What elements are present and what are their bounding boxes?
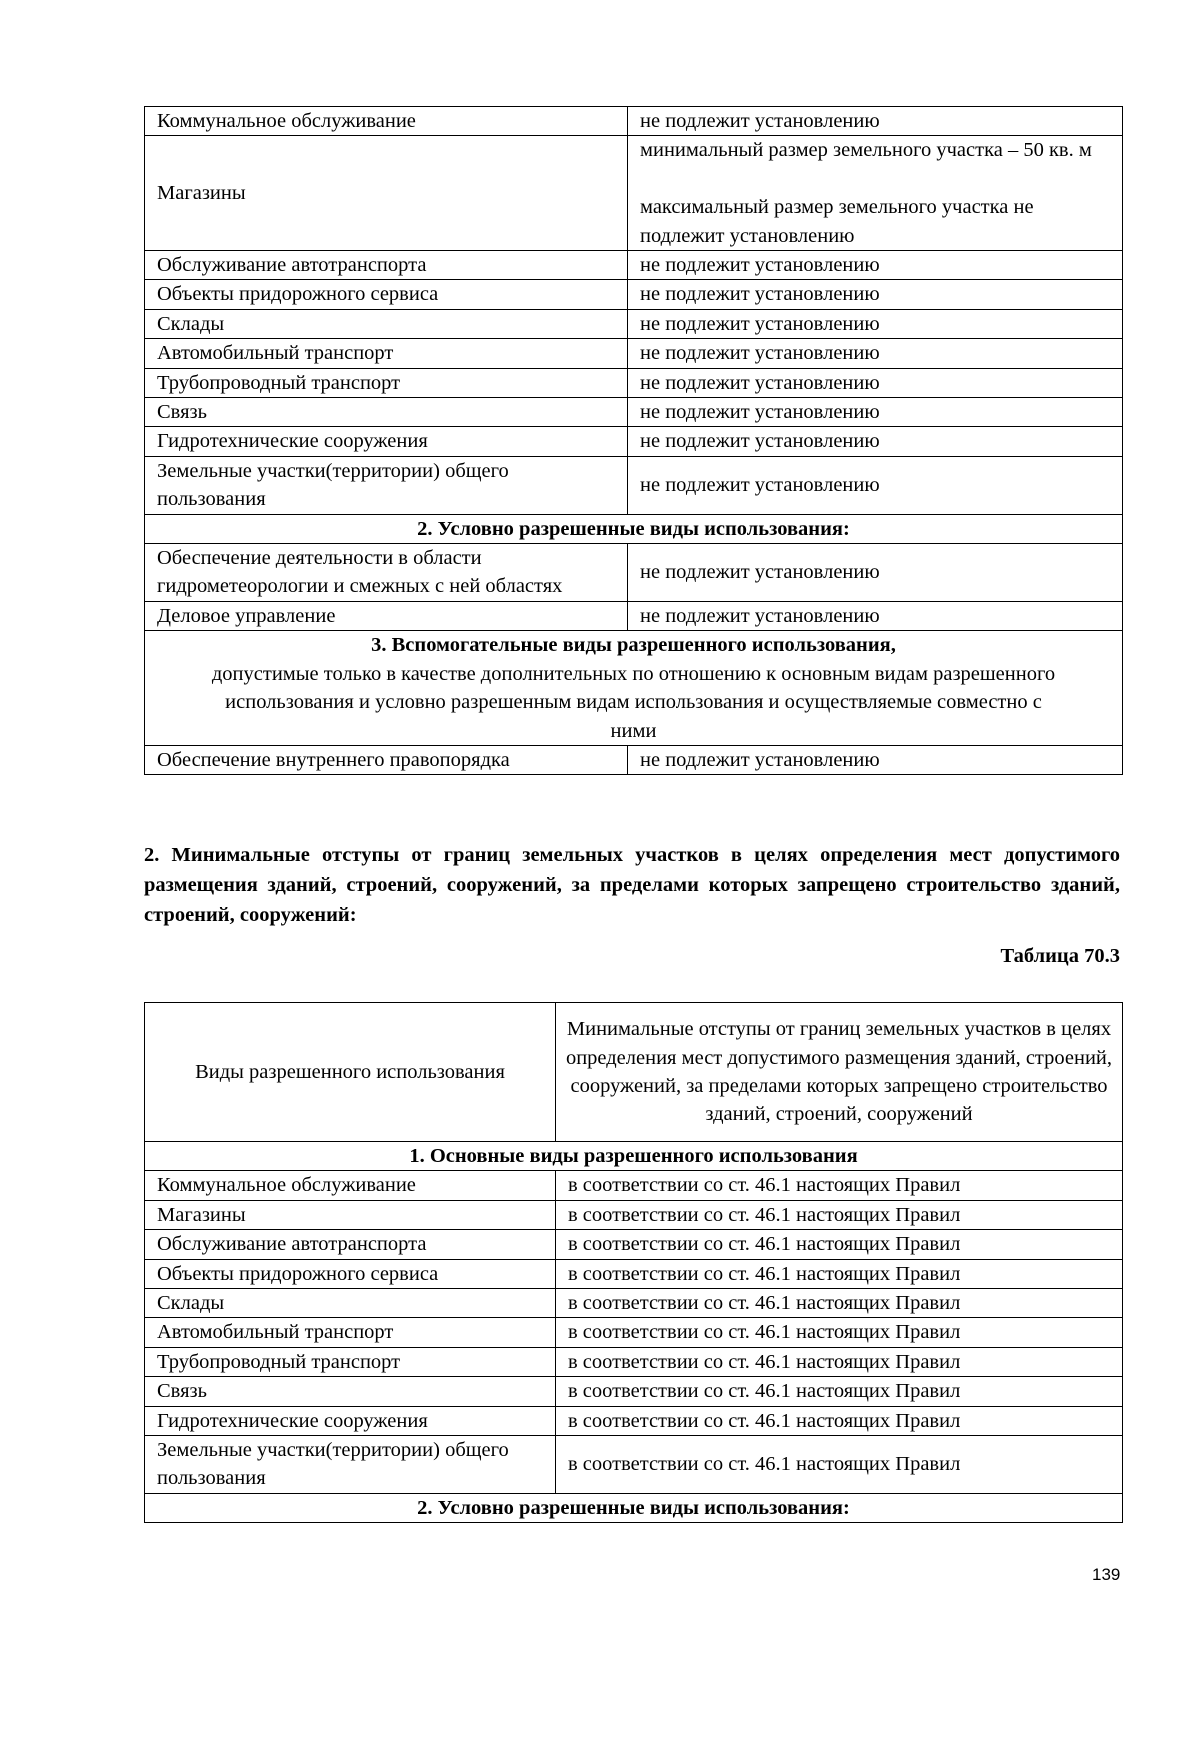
use-type-cell: Коммунальное обслуживание (145, 1171, 556, 1200)
use-type-cell: Обеспечение внутреннего правопорядка (145, 745, 628, 774)
setbacks-table (144, 1002, 1123, 1523)
value-cell: не подлежит установлению (628, 309, 1123, 338)
use-type-cell: Гидротехнические сооружения (145, 1406, 556, 1435)
use-type-cell: Деловое управление (145, 601, 628, 630)
use-type-cell: Магазины (145, 136, 628, 251)
value-cell: не подлежит установлению (628, 544, 1123, 602)
table-row (145, 745, 1123, 774)
value-cell: не подлежит установлению (628, 427, 1123, 456)
use-type-cell: Обслуживание автотранспорта (145, 1230, 556, 1259)
section-auxiliary-title: 3. Вспомогательные виды разрешенного использования, (371, 634, 896, 657)
table-row (145, 1347, 1123, 1376)
table-row (145, 1171, 1123, 1200)
table-row (145, 1318, 1123, 1347)
header-use-type: Виды разрешенного использования (145, 1003, 556, 1142)
use-type-cell: Обеспечение деятельности в области гидрометеорологии и смежных с ней областях (145, 544, 628, 602)
value-cell: в соответствии со ст. 46.1 настоящих Правил (556, 1318, 1123, 1347)
table-row (145, 1289, 1123, 1318)
table-label: Таблица 70.3 (1000, 945, 1120, 967)
value-cell: не подлежит установлению (628, 339, 1123, 368)
table-header-row (145, 1003, 1123, 1142)
use-type-cell: Склады (145, 309, 628, 338)
value-cell (628, 136, 1123, 251)
table-row (145, 251, 1123, 280)
section-auxiliary-subtitle: допустимые только в качестве дополнительных по отношению к основным видам разрешенного использования и условно разрешенным видам использования и осуществляемые совместно с ними (211, 662, 1056, 742)
use-type-cell: Трубопроводный транспорт (145, 368, 628, 397)
use-type-cell: Автомобильный транспорт (145, 1318, 556, 1347)
section-main-uses: 1. Основные виды разрешенного использования (145, 1142, 1123, 1171)
value-cell: в соответствии со ст. 46.1 настоящих Правил (556, 1230, 1123, 1259)
use-type-cell: Земельные участки(территории) общего пользования (145, 456, 628, 514)
section-conditional-uses: 2. Условно разрешенные виды использования: (145, 514, 1123, 543)
table-row (145, 427, 1123, 456)
value-cell: в соответствии со ст. 46.1 настоящих Правил (556, 1200, 1123, 1229)
value-cell: в соответствии со ст. 46.1 настоящих Правил (556, 1171, 1123, 1200)
max-size-text: максимальный размер земельного участка не подлежит установлению (640, 196, 1034, 247)
value-cell: в соответствии со ст. 46.1 настоящих Правил (556, 1347, 1123, 1376)
value-cell: не подлежит установлению (628, 251, 1123, 280)
table-row (145, 339, 1123, 368)
spacer (640, 165, 1116, 193)
value-cell: в соответствии со ст. 46.1 настоящих Правил (556, 1436, 1123, 1494)
table-row (145, 1230, 1123, 1259)
table-row (145, 368, 1123, 397)
section-auxiliary-uses (145, 631, 1123, 746)
value-cell: не подлежит установлению (628, 280, 1123, 309)
value-cell: в соответствии со ст. 46.1 настоящих Правил (556, 1377, 1123, 1406)
value-cell: не подлежит установлению (628, 456, 1123, 514)
use-type-cell: Объекты придорожного сервиса (145, 280, 628, 309)
table-row (145, 1436, 1123, 1494)
table-row (145, 544, 1123, 602)
table-row (145, 456, 1123, 514)
use-type-cell: Автомобильный транспорт (145, 339, 628, 368)
value-cell: не подлежит установлению (628, 368, 1123, 397)
permitted-use-size-table (144, 106, 1123, 775)
use-type-cell: Трубопроводный транспорт (145, 1347, 556, 1376)
table-row (145, 280, 1123, 309)
table-row (145, 1259, 1123, 1288)
use-type-cell: Обслуживание автотранспорта (145, 251, 628, 280)
value-cell: в соответствии со ст. 46.1 настоящих Правил (556, 1289, 1123, 1318)
header-setbacks: Минимальные отступы от границ земельных участков в целях определения мест допустимого размещения зданий, строений, сооружений, за пределами которых запрещено строительство зданий, строений, сооружений (556, 1003, 1123, 1142)
use-type-cell: Магазины (145, 1200, 556, 1229)
value-cell: в соответствии со ст. 46.1 настоящих Правил (556, 1259, 1123, 1288)
value-cell: в соответствии со ст. 46.1 настоящих Правил (556, 1406, 1123, 1435)
use-type-cell: Объекты придорожного сервиса (145, 1259, 556, 1288)
use-type-cell: Коммунальное обслуживание (145, 107, 628, 136)
section-heading-setbacks: 2. Минимальные отступы от границ земельных участков в целях определения мест допустимого размещения зданий, строений, сооружений, за пределами которых запрещено строительство зданий, строений, сооружений: (144, 844, 1120, 926)
use-type-cell: Связь (145, 1377, 556, 1406)
table-row (145, 398, 1123, 427)
table-row (145, 309, 1123, 338)
use-type-cell: Земельные участки(территории) общего пользования (145, 1436, 556, 1494)
use-type-cell: Связь (145, 398, 628, 427)
page-number: 139 (1092, 1565, 1121, 1584)
use-type-cell: Склады (145, 1289, 556, 1318)
table-row (145, 601, 1123, 630)
use-type-cell: Гидротехнические сооружения (145, 427, 628, 456)
value-cell: не подлежит установлению (628, 398, 1123, 427)
table-row (145, 1377, 1123, 1406)
value-cell: не подлежит установлению (628, 601, 1123, 630)
section-conditional-uses: 2. Условно разрешенные виды использования: (145, 1493, 1123, 1522)
value-cell: не подлежит установлению (628, 107, 1123, 136)
value-cell: не подлежит установлению (628, 745, 1123, 774)
table-row (145, 1200, 1123, 1229)
table-row (145, 1406, 1123, 1435)
min-size-text: минимальный размер земельного участка – 50 кв. м (640, 139, 1092, 162)
table-row (145, 107, 1123, 136)
